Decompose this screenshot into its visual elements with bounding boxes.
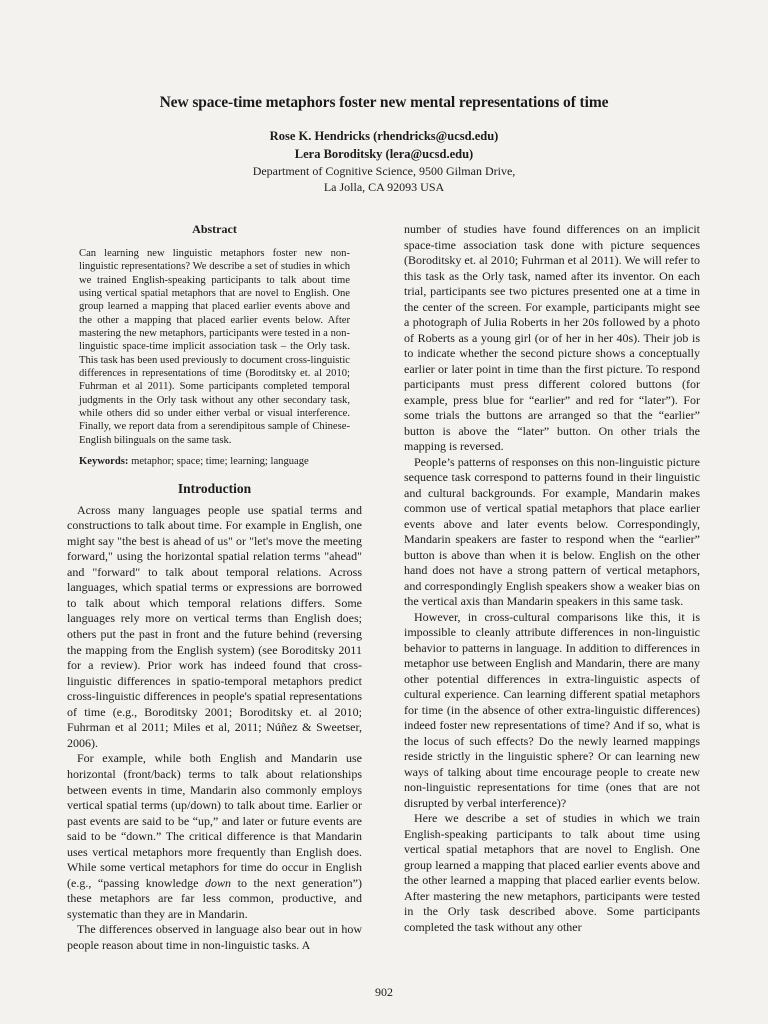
paragraph-text: For example, while both English and Mandarin use horizontal (front/back) terms to talk about relationships between events in time, Mandarin also commonly employs vertical spatial terms (up/down) to talk about time. Earlier or past events are said to be “up,” and later or future events are said to be “down.” The critical difference is that Mandarin uses vertical metaphors more frequently than English does. While some vertical metaphors for time do occur in English (e.g., “passing knowledge xyxy=(67,751,362,890)
abstract-text: Can learning new linguistic metaphors foster new non-linguistic representations? We describe a set of studies in which we trained English-speaking participants to talk about time using vertical spatial metaphors that are novel to English. One group learned a mapping that placed earlier events above and the other a mapping that placed earlier events below. After mastering the new metaphors, participants were tested in a non-linguistic space-time implicit association task – the Orly task. This task has been used previously to document cross-linguistic differences in representations of time (Boroditsky et. al 2010; Fuhrman et al 2011). Some participants completed temporal judgments in the Orly task without any other secondary task, while others did so under either verbal or visual interference. Finally, we report data from a serendipitous sample of Chinese-English bilinguals on the same task. xyxy=(79,248,350,446)
introduction-heading: Introduction xyxy=(177,480,252,496)
paragraph: The differences observed in language also bear out in how people reason about time in non-linguistic tasks. A xyxy=(67,922,362,952)
left-column xyxy=(67,222,362,954)
affiliation-line: La Jolla, CA 92093 USA xyxy=(323,180,445,194)
paragraph: People’s patterns of responses on this non-linguistic picture sequence task correspond to patterns found in their linguistic and cultural backgrounds. For example, Mandarin makes common use of vertical spatial metaphors that place earlier events above and later events below. Correspondingly, Mandarin speakers are faster to respond when the “earlier” button is above than when it is below. English on the other hand does not have a strong pattern of vertical metaphors, and correspondingly English speakers show a weaker bias on the vertical axis than Mandarin speakers in this same task. xyxy=(404,454,700,608)
keywords-label: Keywords: xyxy=(79,456,129,468)
abstract-heading: Abstract xyxy=(192,222,237,236)
paragraph: However, in cross-cultural comparisons like this, it is impossible to cleanly attribute differences in non-linguistic behavior to patterns in language. In addition to differences in metaphor use between English and Mandarin, there are many other potential differences in extra-linguistic aspects of cultural experience. Can learning different spatial metaphors for time (in the absence of other extra-linguistic differences) indeed foster new representations of time? And if so, what is the locus of such effects? Do the newly learned mappings reside strictly in the linguistic sphere? Or can learning new ways of talking about time encourage people to create new non-linguistic representations for time (ones that are not disrupted by verbal interference)? xyxy=(404,609,700,810)
page-number: 902 xyxy=(375,985,393,999)
paragraph: Across many languages people use spatial terms and constructions to talk about time. For example in English, one might say "the best is ahead of us" or "let's move the meeting forward," using the horizontal spatial relation terms "ahead" and "forward" to talk about temporal relations. Across languages, which spatial terms or expressions are borrowed to talk about which temporal relations differs. Some languages rely more on vertical terms than English does; others put the past in front and the future behind (reversing the mapping from the English system) (see Boroditsky 2011 for a review). Prior work has indeed found that cross-linguistic differences in spatio-temporal metaphors predict cross-linguistic differences in people's spatial representations of time (e.g., Boroditsky 2001; Boroditsky et. al 2010; Fuhrman et al 2011; Miles et al, 2011; Núñez & Sweetser, 2006). xyxy=(67,502,362,750)
keywords-line xyxy=(79,455,362,469)
keywords-text: metaphor; space; time; learning; language xyxy=(128,456,309,468)
affiliation-line: Department of Cognitive Science, 9500 Gilman Drive, xyxy=(252,164,516,178)
right-column xyxy=(404,222,700,935)
emphasis-text: down xyxy=(205,875,232,890)
author-name: Rose K. Hendricks (rhendricks@ucsd.edu) xyxy=(269,129,499,143)
paragraph: Here we describe a set of studies in which we train English-speaking participants to talk about time using vertical spatial metaphors that are novel to English. One group learned a mapping that placed earlier events above and the other learned a mapping that placed earlier events below. After mastering the new metaphors, participants were tested in the Orly task described above. Some participants completed the task without any other xyxy=(404,811,700,934)
author-block xyxy=(0,128,768,195)
paper-title: New space-time metaphors foster new mental representations of time xyxy=(159,94,609,111)
paragraph xyxy=(67,751,362,922)
paragraph-text: to the next generation”) these metaphors are far less common, productive, and systematic than they are in Mandarin. xyxy=(67,875,362,921)
author-name: Lera Boroditsky (lera@ucsd.edu) xyxy=(294,146,474,161)
paragraph: number of studies have found differences on an implicit space-time association task done with picture sequences (Boroditsky et. al 2010; Fuhrman et al 2011). We will refer to this task as the Orly task, named after its inventor. On each trial, participants see two pictures presented one at a time in the center of the screen. For example, participants might see a photograph of Julia Roberts in her 20s followed by a photo of Roberts as a young girl (or of her in her 40s). Their job is to indicate whether the second picture shows a conceptually earlier or later point in time than the first picture. To respond participants must press different colored buttons (for example, press blue for “earlier” and red for “later”). For some trials the buttons are arranged so that the “earlier” button is above the “later” button. On other trials the mapping is reversed. xyxy=(404,222,700,453)
